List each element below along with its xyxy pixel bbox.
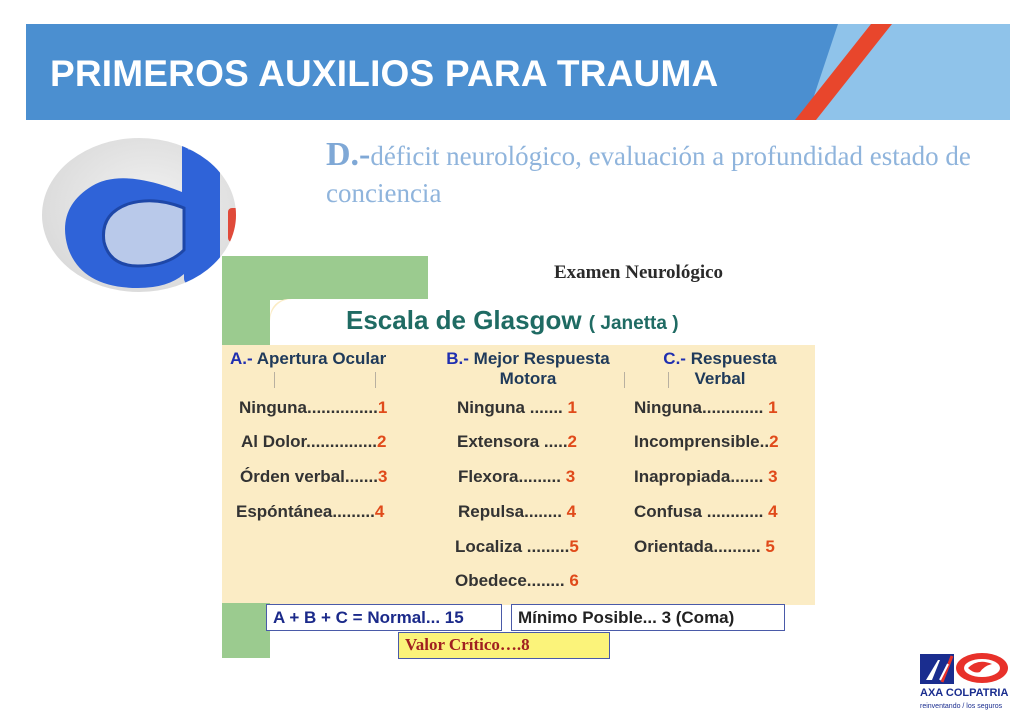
row-a-2 (241, 432, 387, 452)
axa-colpatria-logo (918, 652, 1014, 712)
critical-value-box: Valor Crítico….8 (398, 632, 610, 659)
row-text: Ninguna ....... (457, 398, 568, 417)
row-c-1 (634, 398, 778, 418)
exam-title: Examen Neurológico (554, 262, 724, 283)
row-score: 2 (769, 432, 779, 451)
row-score: 5 (765, 537, 775, 556)
column-c-label: Respuesta Verbal (690, 349, 777, 388)
page-title: PRIMEROS AUXILIOS PARA TRAUMA (50, 53, 719, 94)
row-score: 4 (374, 502, 385, 521)
scale-author: ( Janetta ) (588, 313, 679, 334)
row-score: 2 (377, 432, 387, 451)
row-score: 1 (377, 398, 388, 417)
row-score: 5 (569, 537, 579, 556)
row-a-4 (236, 502, 384, 522)
header-banner (26, 24, 1010, 120)
section-subtitle (326, 136, 986, 212)
row-text: Ninguna............... (239, 398, 378, 417)
row-c-3 (634, 467, 778, 487)
row-b-4 (458, 502, 576, 522)
row-score: 3 (377, 467, 388, 486)
row-text: Incomprensible.. (634, 432, 770, 451)
row-b-6 (455, 571, 579, 591)
row-text: Ninguna............. (634, 398, 769, 417)
row-score: 4 (566, 502, 577, 521)
row-score: 6 (569, 571, 579, 590)
header-divider (274, 372, 275, 388)
row-score: 2 (567, 432, 578, 451)
row-score: 1 (768, 398, 778, 417)
row-text: Inapropiada....... (634, 467, 769, 486)
subtitle-text: déficit neurológico, evaluación a profundidad estado de conciencia (326, 141, 971, 208)
row-score: 4 (768, 502, 778, 521)
row-c-2 (634, 432, 779, 452)
row-text: Órden verbal....... (240, 467, 378, 486)
column-b-letter: B.- (446, 349, 469, 368)
row-score: 3 (768, 467, 778, 486)
row-text: Localiza ......... (455, 537, 570, 556)
row-text: Al Dolor............... (241, 432, 378, 451)
column-a-label: Apertura Ocular (256, 349, 387, 368)
row-text: Obedece........ (455, 571, 570, 590)
row-a-3 (240, 467, 387, 487)
column-c-header (640, 349, 800, 389)
header-divider (624, 372, 625, 388)
row-text: Flexora......... (458, 467, 566, 486)
minimum-score-box: Mínimo Posible... 3 (Coma) (511, 604, 785, 631)
logo-brand: AXA COLPATRIA (920, 687, 1009, 699)
header-divider (668, 372, 669, 388)
normal-total-box: A + B + C = Normal... 15 (266, 604, 502, 631)
column-a-letter: A.- (230, 349, 253, 368)
row-b-1 (457, 398, 577, 418)
row-c-5 (634, 537, 775, 557)
row-score: 3 (565, 467, 576, 486)
column-a-header (230, 349, 386, 369)
row-b-2 (457, 432, 577, 452)
logo-tagline: reinventando / los seguros (920, 703, 1003, 710)
row-text: Confusa ............ (634, 502, 769, 521)
row-b-3 (458, 467, 575, 487)
glasgow-scale-title (346, 305, 679, 336)
column-c-letter: C.- (663, 349, 686, 368)
row-b-5 (455, 537, 579, 557)
column-b-header (438, 349, 618, 389)
header-divider (375, 372, 376, 388)
row-c-4 (634, 502, 778, 522)
row-text: Espóntánea......... (236, 502, 375, 521)
row-score: 1 (567, 398, 577, 417)
subtitle-lead: D.- (326, 136, 371, 173)
letter-d-image (42, 138, 236, 292)
row-text: Orientada.......... (634, 537, 766, 556)
row-text: Extensora ..... (457, 432, 568, 451)
scale-title-text: Escala de Glasgow (346, 305, 582, 335)
column-b-label: Mejor Respuesta Motora (473, 349, 610, 388)
row-text: Repulsa........ (458, 502, 567, 521)
row-a-1 (239, 398, 387, 418)
